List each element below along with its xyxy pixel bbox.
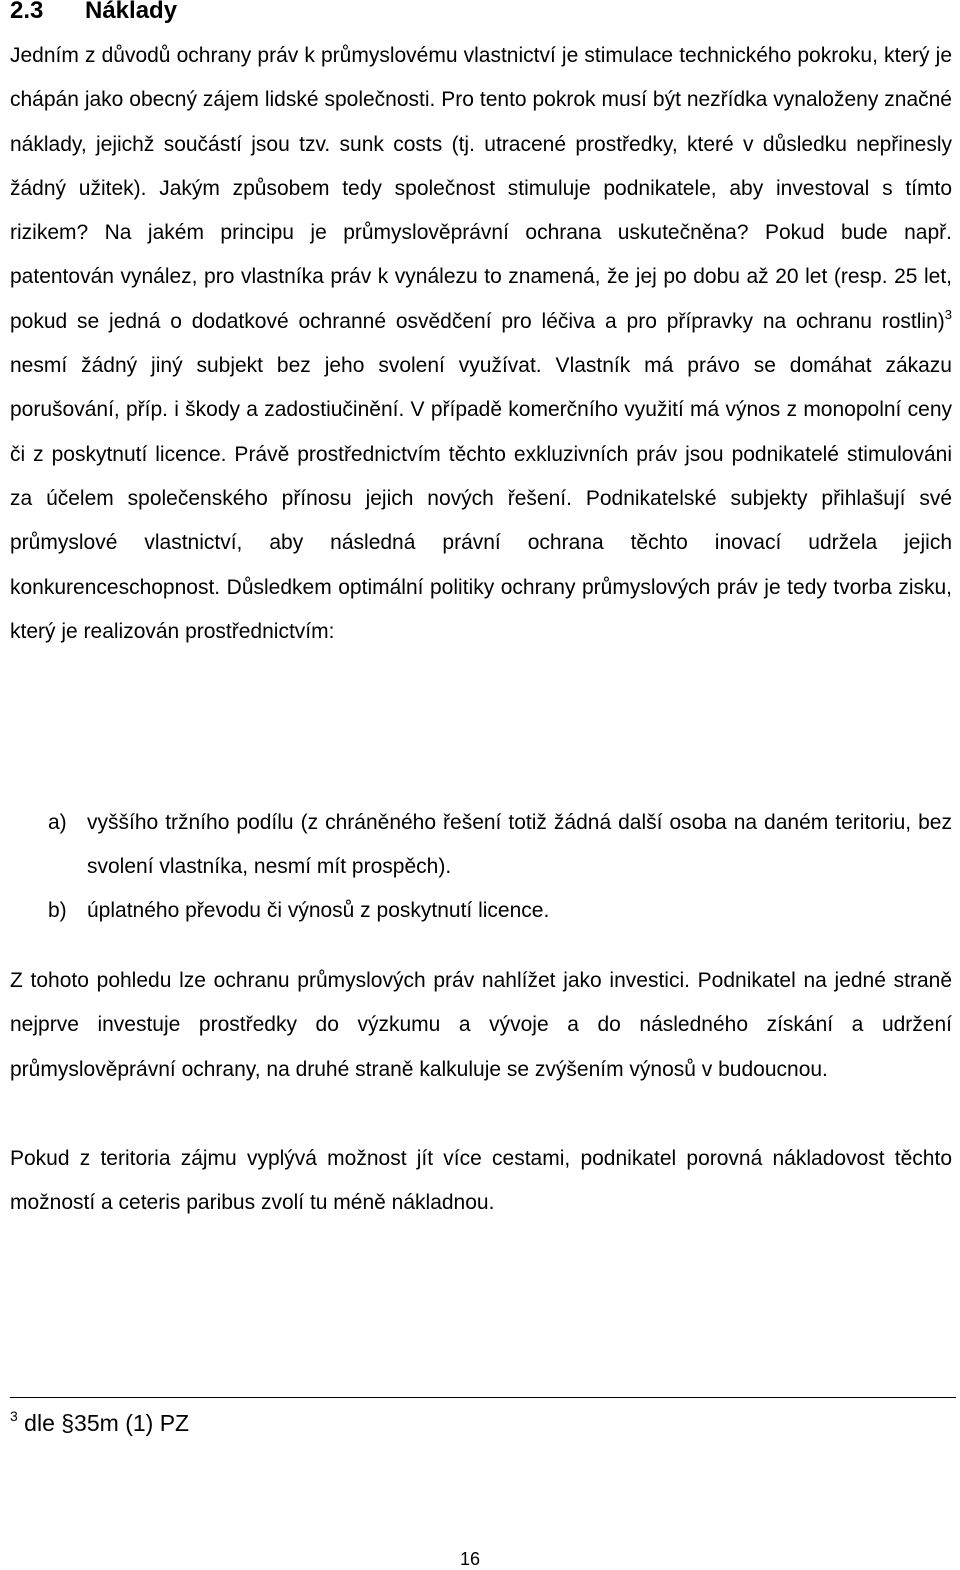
footnote-number: 3 [10, 1408, 18, 1424]
footnote-text: dle §35m (1) PZ [17, 1410, 190, 1436]
section-title: Náklady [85, 0, 178, 24]
page-number: 16 [460, 1549, 481, 1569]
paragraph-cost-choice: Pokud z teritoria zájmu vyplývá možnost jít více cestami, podnikatel porovná nákladovost těchto možností a ceteris paribus zvolí tu méně nákladnou. [10, 1147, 952, 1215]
list-item-marker: a) [48, 811, 67, 834]
section-heading [10, 0, 177, 24]
section-number: 2.3 [10, 0, 44, 24]
paragraph-intro-text-1: Jedním z důvodů ochrany práv k průmyslovému vlastnictví je stimulace technického pokroku, který je chápán jako obecný zájem lidské společnosti. Pro tento pokrok musí být nezřídka vynaloženy značné náklady, jejichž součástí jsou tzv. sunk costs (tj. utracené prostředky, které v důsledku nepřinesly žádný užitek). Jakým způsobem tedy společnost stimuluje podnikatele, aby investoval s tímto rizikem? Na jakém principu je průmyslověprávní ochrana uskutečněna? Pokud bude např. patentován vynález, pro vlastníka práv k vynálezu to znamená, že jej po dobu až 20 let (resp. 25 let, pokud se jedná o dodatkové ochranné osvědčení pro léčiva a pro přípravky na ochranu rostlin) [10, 44, 952, 333]
paragraph-intro-text-2: nesmí žádný jiný subjekt bez jeho svolení využívat. Vlastník má právo se domáhat zákazu porušování, příp. i škody a zadostiučinění. V případě komerčního využití má výnos z monopolní ceny či z poskytnutí licence. Právě prostřednictvím těchto exkluzivních práv jsou podnikatelé stimulováni za účelem společenského přínosu jejich nových řešení. Podnikatelské subjekty přihlašují své průmyslové vlastnictví, aby následná právní ochrana těchto inovací udržela jejich konkurenceschopnost. Důsledkem optimální politiky ochrany průmyslových práv je tedy tvorba zisku, který je realizován prostřednictvím: [10, 354, 952, 643]
footnote [10, 1406, 189, 1440]
footnote-reference[interactable]: 3 [944, 306, 952, 322]
list-item-marker: b) [48, 899, 67, 922]
list-item [10, 889, 952, 933]
list-item [10, 801, 952, 889]
paragraph-investment: Z tohoto pohledu lze ochranu průmyslových práv nahlížet jako investici. Podnikatel na jedné straně nejprve investuje prostředky do výzkumu a vývoje a do následného získání a udržení průmyslověprávní ochrany, na druhé straně kalkuluje se zvýšením výnosů v budoucnou. [10, 969, 952, 1081]
paragraph-intro [10, 34, 952, 654]
footnote-divider [10, 1397, 956, 1398]
list-item-text: vyššího tržního podílu (z chráněného řešení totiž žádná další osoba na daném teritoriu, bez svolení vlastníka, nesmí mít prospěch). [87, 811, 952, 878]
list-item-text: úplatného převodu či výnosů z poskytnutí licence. [87, 899, 550, 922]
profit-sources-list [10, 801, 952, 933]
